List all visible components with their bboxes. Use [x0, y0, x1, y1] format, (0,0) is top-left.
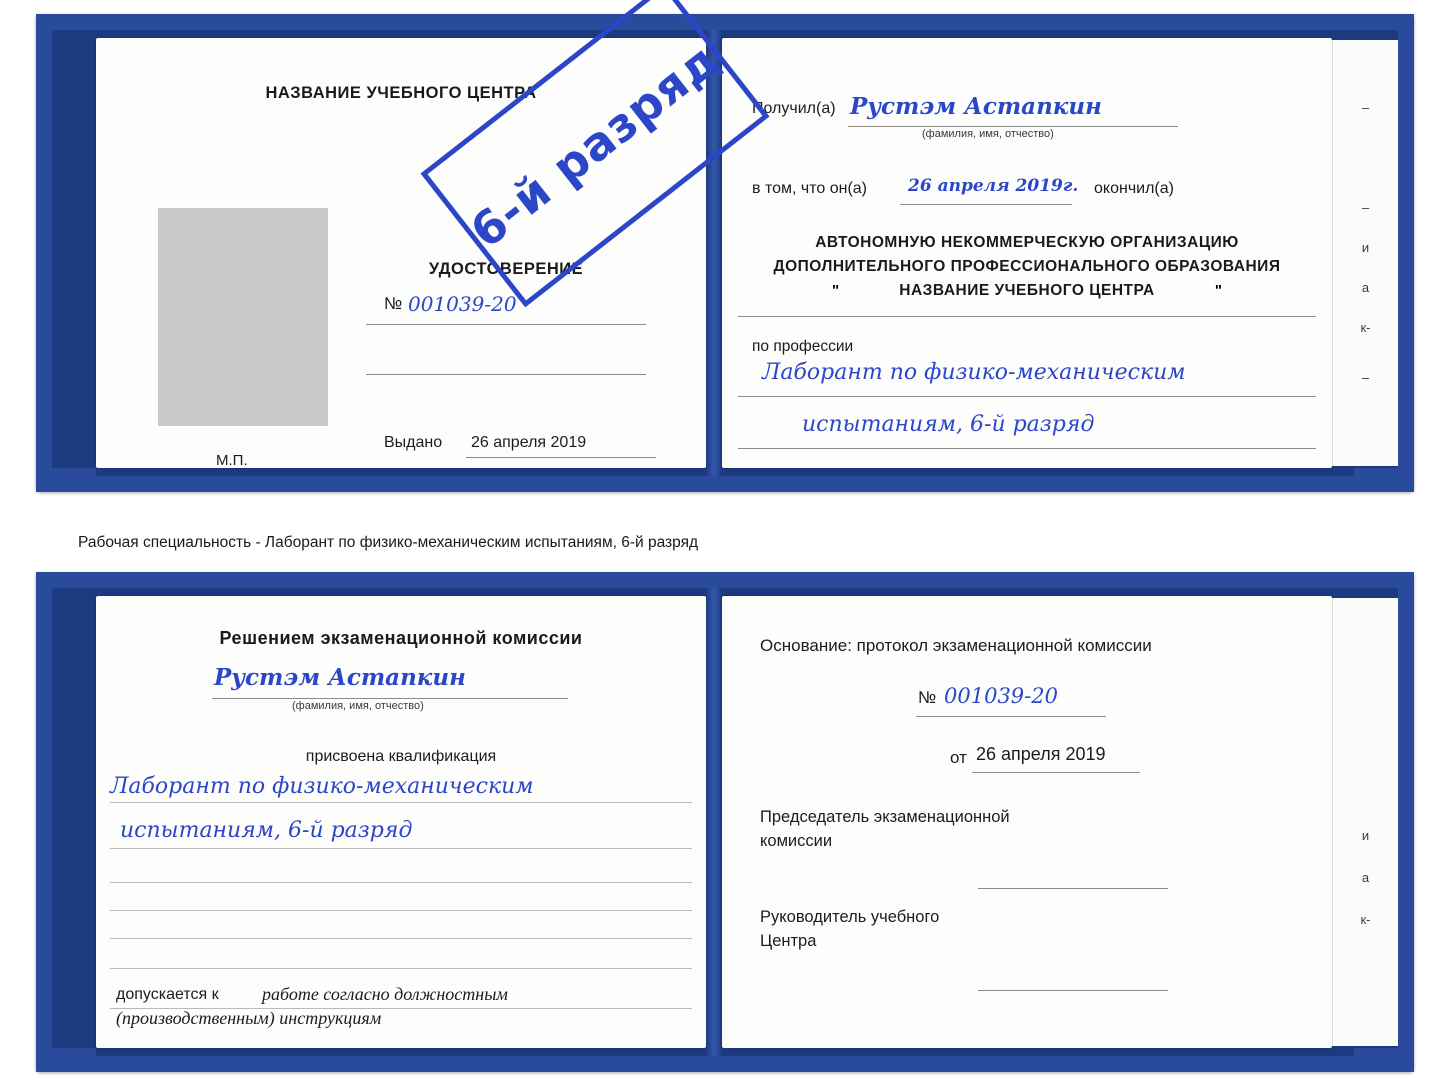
top-left-rule-1	[366, 324, 646, 325]
top-right-prof-rule-2	[738, 448, 1316, 449]
sliver-line-2: и	[1361, 240, 1370, 255]
bottom-left-qualification-line1: Лаборант по физико-механическим	[110, 774, 534, 799]
cover-tab-bottom-right	[1354, 468, 1414, 492]
watermark: 6-й разряд	[421, 0, 770, 307]
bottom-right-from-date: 26 апреля 2019	[976, 744, 1106, 764]
top-right-org-rule	[738, 316, 1316, 317]
top-right-finish-date: 26 апреля 2019г.	[908, 176, 1079, 196]
sliver-line-1: –	[1361, 200, 1370, 215]
bottom-right-head-line1: Руководитель учебного	[760, 908, 940, 926]
cover-tab-bottom-left	[36, 468, 96, 492]
bottom-left-page	[96, 596, 706, 1048]
bottom-right-basis-label: Основание: протокол экзаменационной комиссии	[760, 636, 1152, 655]
top-left-issued-rule	[466, 457, 656, 458]
top-right-org-line1: АВТОНОМНУЮ НЕКОММЕРЧЕСКУЮ ОРГАНИЗАЦИЮ	[815, 234, 1239, 251]
top-right-page	[722, 38, 1332, 468]
bottom-right-from-label: от	[950, 748, 967, 767]
sliver2-line-0: и	[1361, 828, 1370, 843]
bottom-left-qualification-line2: испытаниям, 6-й разряд	[120, 818, 413, 843]
top-right-org-quote-open: "	[832, 282, 840, 299]
top-right-date-rule	[900, 204, 1072, 205]
top-left-number: 001039-20	[408, 292, 517, 316]
bottom-left-qrule-5	[110, 938, 692, 939]
bottom-left-qrule-2	[110, 848, 692, 849]
sliver2-line-1: а	[1361, 870, 1370, 885]
certificate-bottom-pages	[52, 588, 1398, 1056]
top-left-issued-label: Выдано	[384, 434, 443, 451]
bottom-right-chairman-line1: Председатель экзаменационной	[760, 808, 1010, 826]
cover2-tab-bottom-left	[36, 1048, 96, 1072]
bottom-right-page	[722, 596, 1332, 1048]
photo-placeholder	[158, 208, 328, 426]
cover2-tab-bottom-right	[1354, 1048, 1414, 1072]
sliver-line-3: а	[1361, 280, 1370, 295]
bottom-left-qrule-6	[110, 968, 692, 969]
top-right-name-rule	[848, 126, 1178, 127]
bottom-right-chairman-signature-rule	[978, 888, 1168, 889]
top-right-that-he-label: в том, что он(а)	[752, 180, 867, 197]
bottom-left-name: Рустэм Астапкин	[214, 664, 466, 691]
bottom-right-number-sign: №	[918, 688, 937, 707]
bottom-left-admitted-line2: (производственным) инструкциям	[116, 1008, 382, 1028]
top-right-profession-line1: Лаборант по физико-механическим	[762, 360, 1186, 385]
sliver-line-0: –	[1361, 100, 1370, 115]
sliver-line-5: –	[1361, 370, 1370, 385]
bottom-right-head-line2: Центра	[760, 932, 817, 950]
top-left-number-sign: №	[384, 294, 403, 313]
top-right-org-line2: ДОПОЛНИТЕЛЬНОГО ПРОФЕССИОНАЛЬНОГО ОБРАЗОВАНИЯ	[773, 258, 1281, 275]
sliver-line-4: к-	[1360, 320, 1371, 335]
bottom-left-name-rule	[212, 698, 568, 699]
bottom-left-commission-title: Решением экзаменационной комиссии	[219, 628, 583, 648]
bottom-right-chairman-line2: комиссии	[760, 832, 833, 850]
top-right-profession-line2: испытаниям, 6-й разряд	[802, 412, 1095, 437]
bottom-right-from-rule	[972, 772, 1140, 773]
top-right-org-name: НАЗВАНИЕ УЧЕБНОГО ЦЕНТРА	[899, 282, 1155, 299]
top-left-doc-title: УДОСТОВЕРЕНИЕ	[428, 260, 584, 278]
top-right-org-quote-close: "	[1214, 282, 1222, 299]
bottom-left-qrule-4	[110, 910, 692, 911]
book-spine-bottom	[706, 588, 722, 1056]
bottom-left-admitted-label: допускается к	[116, 986, 219, 1003]
sliver2-line-2: к-	[1360, 912, 1371, 927]
bottom-right-head-signature-rule	[978, 990, 1168, 991]
bottom-left-qrule-1	[110, 802, 692, 803]
bottom-left-qrule-3	[110, 882, 692, 883]
top-right-prof-rule-1	[738, 396, 1316, 397]
bottom-left-qualification-label: присвоена квалификация	[305, 748, 497, 765]
top-right-fio-hint: (фамилия, имя, отчество)	[922, 128, 1054, 140]
top-left-issued-date: 26 апреля 2019	[471, 434, 587, 451]
top-right-profession-label: по профессии	[752, 338, 854, 355]
bottom-left-fio-hint: (фамилия, имя, отчество)	[292, 700, 424, 712]
top-right-finished-label: окончил(а)	[1094, 180, 1174, 197]
top-left-center-name: НАЗВАНИЕ УЧЕБНОГО ЦЕНТРА	[265, 84, 537, 102]
top-left-stamp-label: М.П.	[216, 452, 248, 469]
top-left-rule-2	[366, 374, 646, 375]
bottom-right-number: 001039-20	[944, 684, 1058, 708]
page-caption: Рабочая специальность - Лаборант по физико-механическим испытаниям, 6-й разряд	[78, 534, 699, 551]
top-right-received-name: Рустэм Астапкин	[850, 93, 1102, 120]
top-next-page-sliver	[1332, 40, 1398, 466]
certificate-bottom	[36, 572, 1414, 1072]
bottom-next-page-sliver	[1332, 598, 1398, 1046]
bottom-left-admitted-line1: работе согласно должностным	[262, 984, 508, 1004]
bottom-right-number-rule	[916, 716, 1106, 717]
top-right-received-label: Получил(а)	[752, 100, 836, 117]
